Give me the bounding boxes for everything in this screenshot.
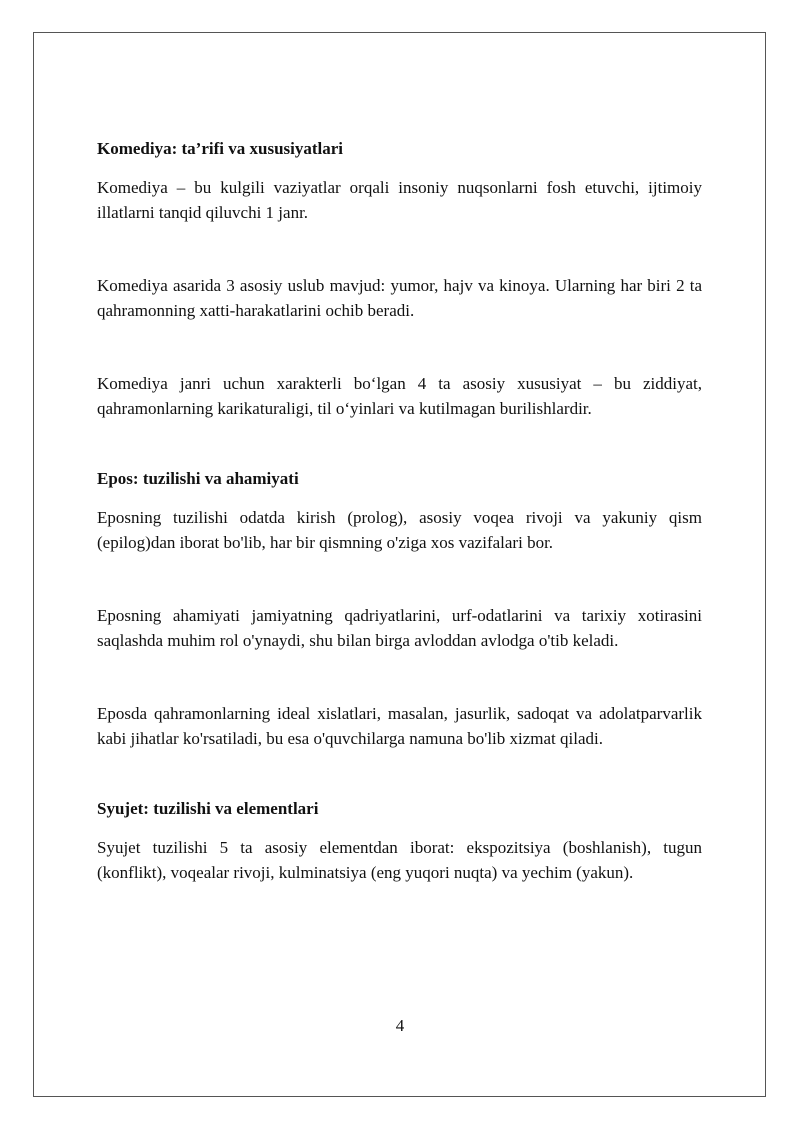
paragraph: Syujet tuzilishi 5 ta asosiy elementdan iborat: ekspozitsiya (boshlanish), tugun (konflikt), voqealar rivoji, kulminatsiya (eng yuqori nuqta) va yechim (yakun). [97, 838, 702, 882]
section-heading-komediya: Komediya: ta’rifi va xususiyatlari [97, 139, 344, 158]
section-heading-syujet: Syujet: tuzilishi va elementlari [97, 799, 319, 818]
paragraph: Komediya – bu kulgili vaziyatlar orqali insoniy nuqsonlarni fosh etuvchi, ijtimoiy illatlarni tanqid qiluvchi 1 janr. [97, 178, 702, 222]
paragraph: Eposning ahamiyati jamiyatning qadriyatlarini, urf-odatlarini va tarixiy xotirasini saqlashda muhim rol o'ynaydi, shu bilan birga avloddan avlodga o'tib keladi. [97, 606, 702, 650]
page-number: 4 [395, 1016, 405, 1035]
paragraph: Eposning tuzilishi odatda kirish (prolog), asosiy voqea rivoji va yakuniy qism (epilog)dan iborat bo'lib, har bir qismning o'ziga xos vazifalari bor. [97, 508, 702, 552]
paragraph: Eposda qahramonlarning ideal xislatlari, masalan, jasurlik, sadoqat va adolatparvarlik kabi jihatlar ko'rsatiladi, bu esa o'quvchilarga namuna bo'lib xizmat qiladi. [97, 704, 702, 748]
paragraph: Komediya janri uchun xarakterli bo‘lgan 4 ta asosiy xususiyat – bu ziddiyat, qahramonlarning karikaturaligi, til o‘yinlari va kutilmagan burilishlardir. [97, 374, 702, 418]
paragraph: Komediya asarida 3 asosiy uslub mavjud: yumor, hajv va kinoya. Ularning har biri 2 ta qahramonning xatti-harakatlarini ochib beradi. [97, 276, 702, 320]
section-heading-epos: Epos: tuzilishi va ahamiyati [97, 469, 299, 488]
document-body [97, 137, 702, 885]
